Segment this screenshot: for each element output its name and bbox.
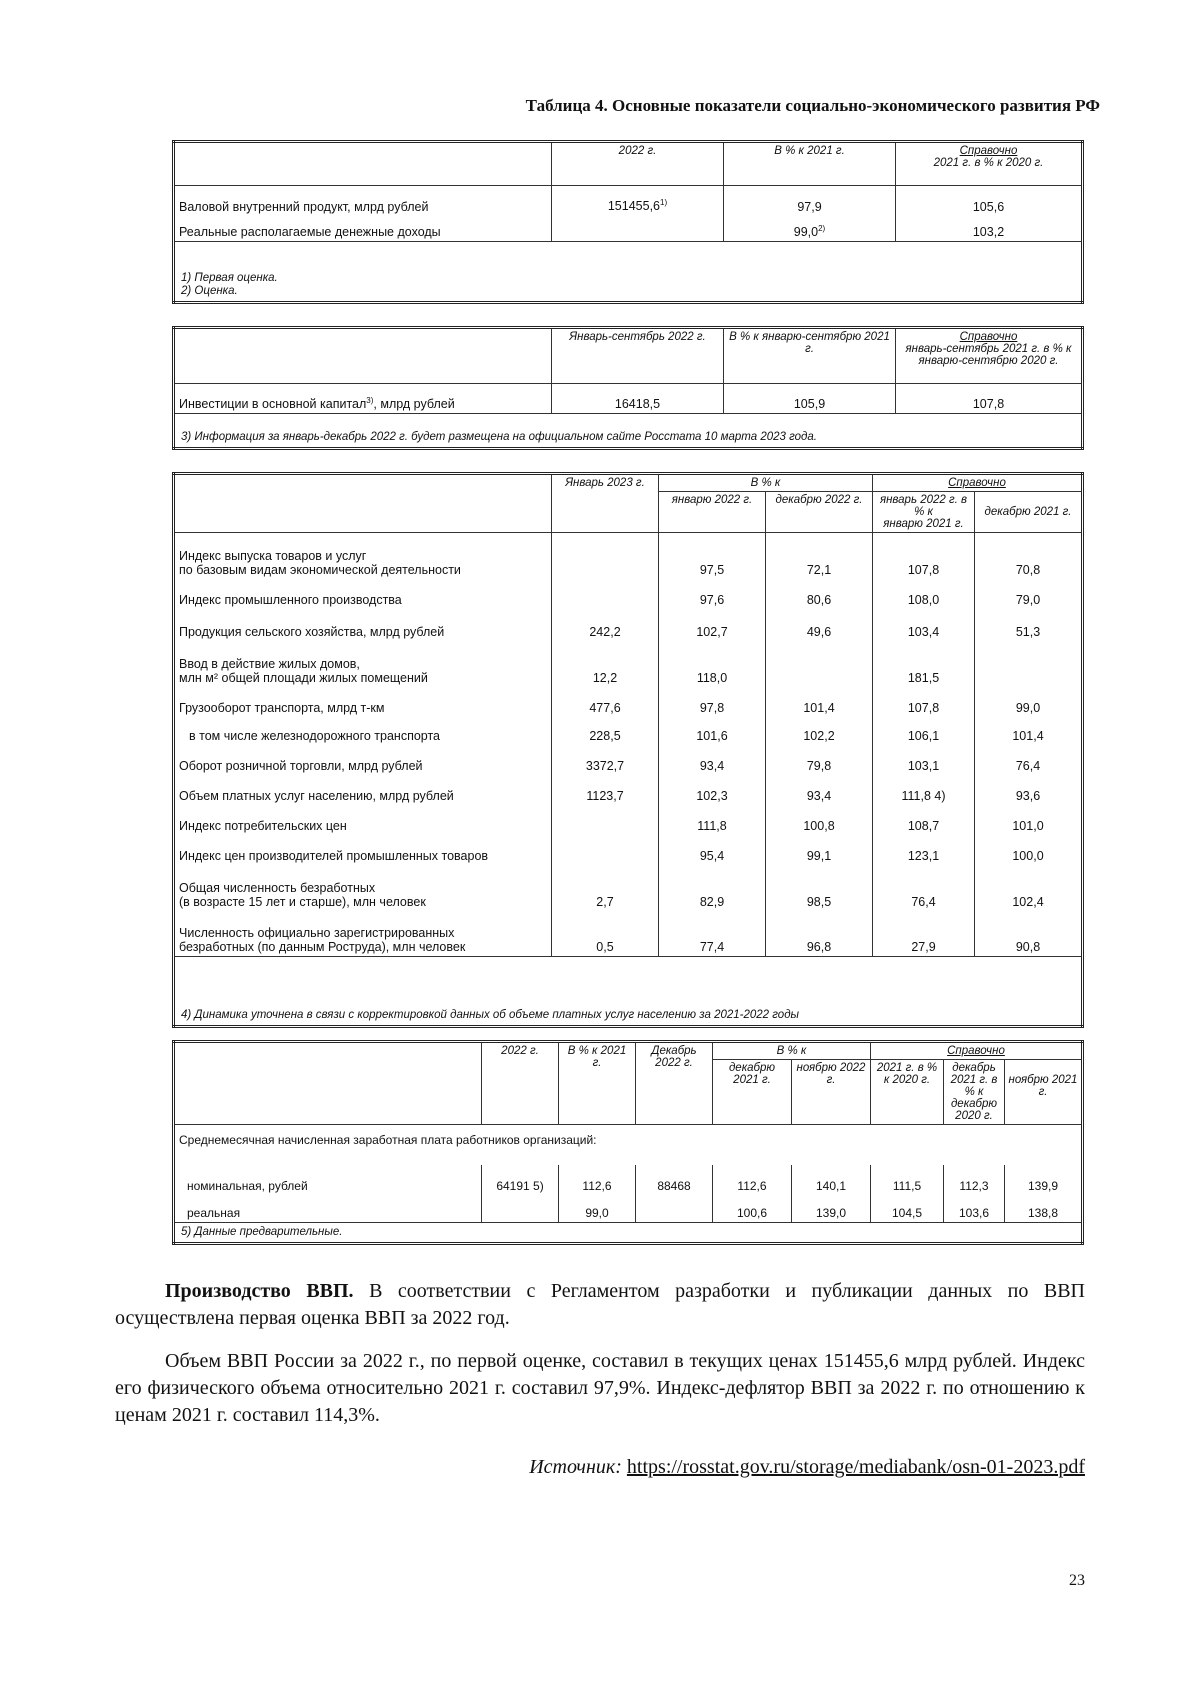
table-cell: 242,2 — [552, 609, 659, 641]
col-header: декабрю 2021 г. — [713, 1060, 792, 1125]
table-cell: 97,5 — [659, 533, 766, 579]
col-header: январю 2022 г. — [659, 492, 766, 533]
table-cell: 16418,5 — [552, 384, 724, 414]
table-cell: 139,0 — [792, 1195, 871, 1223]
col-header: декабрю 2021 г. — [975, 492, 1083, 533]
table-cell: 90,8 — [975, 911, 1083, 957]
source-line: Источник: https://rosstat.gov.ru/storage/mediabank/osn-01-2023.pdf — [529, 1456, 1085, 1478]
table-cell: 95,4 — [659, 835, 766, 865]
table-row — [174, 865, 1083, 911]
table-cell: 102,3 — [659, 775, 766, 805]
table-cell: 99,1 — [766, 835, 873, 865]
table-cell: 111,5 — [871, 1165, 944, 1195]
source-link[interactable]: https://rosstat.gov.ru/storage/mediabank/osn-01-2023.pdf — [626, 1456, 1085, 1478]
table-footnote: 5) Данные предварительные. — [174, 1223, 1083, 1244]
table-cell: 70,8 — [975, 533, 1083, 579]
col-header: декабрь 2021 г. в % к декабрю 2020 г. — [944, 1060, 1005, 1125]
col-header: Справочно 2021 г. в % к 2020 г. — [896, 142, 1083, 186]
table-row — [174, 641, 1083, 687]
table-cell: 112,3 — [944, 1165, 1005, 1195]
table-cell: 97,6 — [659, 579, 766, 609]
table-cell: 477,6 — [552, 687, 659, 717]
table-row — [174, 1195, 1083, 1223]
table-cell — [552, 579, 659, 609]
row-label: Валовой внутренний продукт, млрд рублей — [174, 186, 552, 216]
row-label: Численность официально зарегистрированных безработных (по данным Роструда), млн человек — [174, 911, 552, 957]
table-cell: 12,2 — [552, 641, 659, 687]
table-row — [174, 805, 1083, 835]
table-cell: 96,8 — [766, 911, 873, 957]
col-header: 2021 г. в % к 2020 г. — [871, 1060, 944, 1125]
table-cell: 82,9 — [659, 865, 766, 911]
table-cell: 103,2 — [896, 216, 1083, 242]
row-label: Индекс выпуска товаров и услуг по базовым видам экономической деятельности — [174, 533, 552, 579]
table-cell: 72,1 — [766, 533, 873, 579]
table-cell: 103,6 — [944, 1195, 1005, 1223]
table-cell: 99,0 — [975, 687, 1083, 717]
table-cell: 107,8 — [896, 384, 1083, 414]
table-wages — [172, 1040, 1084, 1245]
table-cell — [636, 1195, 713, 1223]
table-cell: 123,1 — [873, 835, 975, 865]
table-cell: 108,0 — [873, 579, 975, 609]
table-row — [174, 186, 1083, 216]
row-label: Грузооборот транспорта, млрд т-км — [174, 687, 552, 717]
table-cell: 105,9 — [724, 384, 896, 414]
row-label: Объем платных услуг населению, млрд рублей — [174, 775, 552, 805]
table-cell: 99,0$^{2)}$ — [724, 216, 896, 242]
col-header: ноябрю 2022 г. — [792, 1060, 871, 1125]
table-cell: 51,3 — [975, 609, 1083, 641]
table-cell — [552, 805, 659, 835]
table-row — [174, 579, 1083, 609]
table-row — [174, 745, 1083, 775]
paragraph-gdp-volume: Объем ВВП России за 2022 г., по первой оценке, составил в текущих ценах 151455,6 млрд рублей. Индекс его физического объема относительно 2021 г. составил 97,9%. Индекс-дефлятор ВВП за 2022 г. по отношению к ценам 2021 г. составил 114,3%. — [115, 1350, 1085, 1426]
table-cell — [482, 1195, 559, 1223]
table-cell: 111,8 4) — [873, 775, 975, 805]
table-cell: 104,5 — [871, 1195, 944, 1223]
table-cell: 93,6 — [975, 775, 1083, 805]
col-header: Справочно январь-сентябрь 2021 г. в % к январю-сентябрю 2020 г. — [896, 328, 1083, 384]
col-header: Январь 2023 г. — [552, 474, 659, 533]
table-cell: 102,2 — [766, 717, 873, 745]
col-header: январь 2022 г. в % к январю 2021 г. — [873, 492, 975, 533]
table-cell: 101,4 — [975, 717, 1083, 745]
col-header: ноябрю 2021 г. — [1005, 1060, 1083, 1125]
col-header: 2022 г. — [552, 142, 724, 186]
table-cell: 98,5 — [766, 865, 873, 911]
table-cell: 228,5 — [552, 717, 659, 745]
table-cell: 105,6 — [896, 186, 1083, 216]
paragraph-gdp-production: Производство ВВП. В соответствии с Регламентом разработки и публикации данных по ВВП осуществлена первая оценка ВВП за 2022 год. — [115, 1280, 1086, 1329]
table-cell: 106,1 — [873, 717, 975, 745]
table-cell: 107,8 — [873, 533, 975, 579]
table-cell: 102,7 — [659, 609, 766, 641]
row-label: Общая численность безработных (в возрасте 15 лет и старше), млн человек — [174, 865, 552, 911]
table-cell — [975, 641, 1083, 687]
table-row — [174, 1165, 1083, 1195]
page-number: 23 — [1069, 1572, 1085, 1589]
col-header: В % к — [659, 474, 873, 492]
col-header: 2022 г. — [482, 1042, 559, 1125]
row-label: Оборот розничной торговли, млрд рублей — [174, 745, 552, 775]
table-row — [174, 687, 1083, 717]
table-footnote: 3) Информация за январь-декабрь 2022 г. будет размещена на официальном сайте Росстата 10 марта 2023 года. — [174, 414, 1083, 449]
table-cell — [552, 216, 724, 242]
table-cell: 103,4 — [873, 609, 975, 641]
row-label: Индекс промышленного производства — [174, 579, 552, 609]
table-cell: 76,4 — [975, 745, 1083, 775]
table-cell: 27,9 — [873, 911, 975, 957]
col-header: В % к 2021 г. — [724, 142, 896, 186]
col-header: Справочно — [873, 474, 1083, 492]
table-cell: 77,4 — [659, 911, 766, 957]
table-cell — [766, 641, 873, 687]
row-label: в том числе железнодорожного транспорта — [174, 717, 552, 745]
table-cell — [552, 835, 659, 865]
row-label: Реальные располагаемые денежные доходы — [174, 216, 552, 242]
row-label: номинальная, рублей — [174, 1165, 482, 1195]
table-cell: 100,6 — [713, 1195, 792, 1223]
table-cell: 97,8 — [659, 687, 766, 717]
table-cell: 0,5 — [552, 911, 659, 957]
row-label: Ввод в действие жилых домов, млн м² общей площади жилых помещений — [174, 641, 552, 687]
col-header: В % к — [713, 1042, 871, 1060]
table-cell: 80,6 — [766, 579, 873, 609]
table-cell: 79,8 — [766, 745, 873, 775]
table-cell: 2,7 — [552, 865, 659, 911]
table-cell: 112,6 — [713, 1165, 792, 1195]
row-label: Индекс потребительских цен — [174, 805, 552, 835]
row-label: Индекс цен производителей промышленных товаров — [174, 835, 552, 865]
table-row — [174, 835, 1083, 865]
col-header: Справочно — [871, 1042, 1083, 1060]
table-cell: 76,4 — [873, 865, 975, 911]
col-header: Январь-сентябрь 2022 г. — [552, 328, 724, 384]
col-header: В % к 2021 г. — [559, 1042, 636, 1125]
table-cell: 64191 5) — [482, 1165, 559, 1195]
table-cell: 93,4 — [766, 775, 873, 805]
table-row — [174, 216, 1083, 242]
row-label: реальная — [174, 1195, 482, 1223]
col-header: В % к январю-сентябрю 2021 г. — [724, 328, 896, 384]
col-header: декабрю 2022 г. — [766, 492, 873, 533]
table-cell: 181,5 — [873, 641, 975, 687]
table-cell: 99,0 — [559, 1195, 636, 1223]
table-row — [174, 609, 1083, 641]
table-cell: 102,4 — [975, 865, 1083, 911]
row-label: Продукция сельского хозяйства, млрд рублей — [174, 609, 552, 641]
table-cell: 108,7 — [873, 805, 975, 835]
table-footnote: 4) Динамика уточнена в связи с корректировкой данных об объеме платных услуг населению за 2021-2022 годы — [174, 957, 1083, 1027]
row-label: Среднемесячная начисленная заработная плата работников организаций: — [174, 1125, 1083, 1165]
table-cell: 118,0 — [659, 641, 766, 687]
table-investment — [172, 326, 1084, 450]
table-cell: 111,8 — [659, 805, 766, 835]
table-cell: 97,9 — [724, 186, 896, 216]
table-cell: 103,1 — [873, 745, 975, 775]
table-gdp — [172, 140, 1084, 304]
table-monthly — [172, 472, 1084, 1028]
table-cell: 101,6 — [659, 717, 766, 745]
table-cell: 49,6 — [766, 609, 873, 641]
table-cell: 79,0 — [975, 579, 1083, 609]
table-row — [174, 911, 1083, 957]
table-cell: 1123,7 — [552, 775, 659, 805]
table-row — [174, 717, 1083, 745]
table-cell: 107,8 — [873, 687, 975, 717]
table-cell: 88468 — [636, 1165, 713, 1195]
table-row — [174, 775, 1083, 805]
table-cell: 151455,6$^{1)}$ — [552, 186, 724, 216]
table-footnote: 1) Первая оценка. 2) Оценка. — [174, 242, 1083, 303]
table-cell: 100,8 — [766, 805, 873, 835]
table-cell: 100,0 — [975, 835, 1083, 865]
table-cell: 3372,7 — [552, 745, 659, 775]
table-cell: 139,9 — [1005, 1165, 1083, 1195]
table-row — [174, 533, 1083, 579]
table-cell: 138,8 — [1005, 1195, 1083, 1223]
table-cell: 93,4 — [659, 745, 766, 775]
table-row — [174, 384, 1083, 414]
table-cell: 112,6 — [559, 1165, 636, 1195]
table-cell: 101,0 — [975, 805, 1083, 835]
table-cell: 101,4 — [766, 687, 873, 717]
page-title: Таблица 4. Основные показатели социально-экономического развития РФ — [525, 96, 1100, 115]
table-cell — [552, 533, 659, 579]
col-header: Декабрь 2022 г. — [636, 1042, 713, 1125]
row-label: Инвестиции в основной капитал$^{3)}$, млрд рублей — [174, 384, 552, 414]
table-cell: 140,1 — [792, 1165, 871, 1195]
